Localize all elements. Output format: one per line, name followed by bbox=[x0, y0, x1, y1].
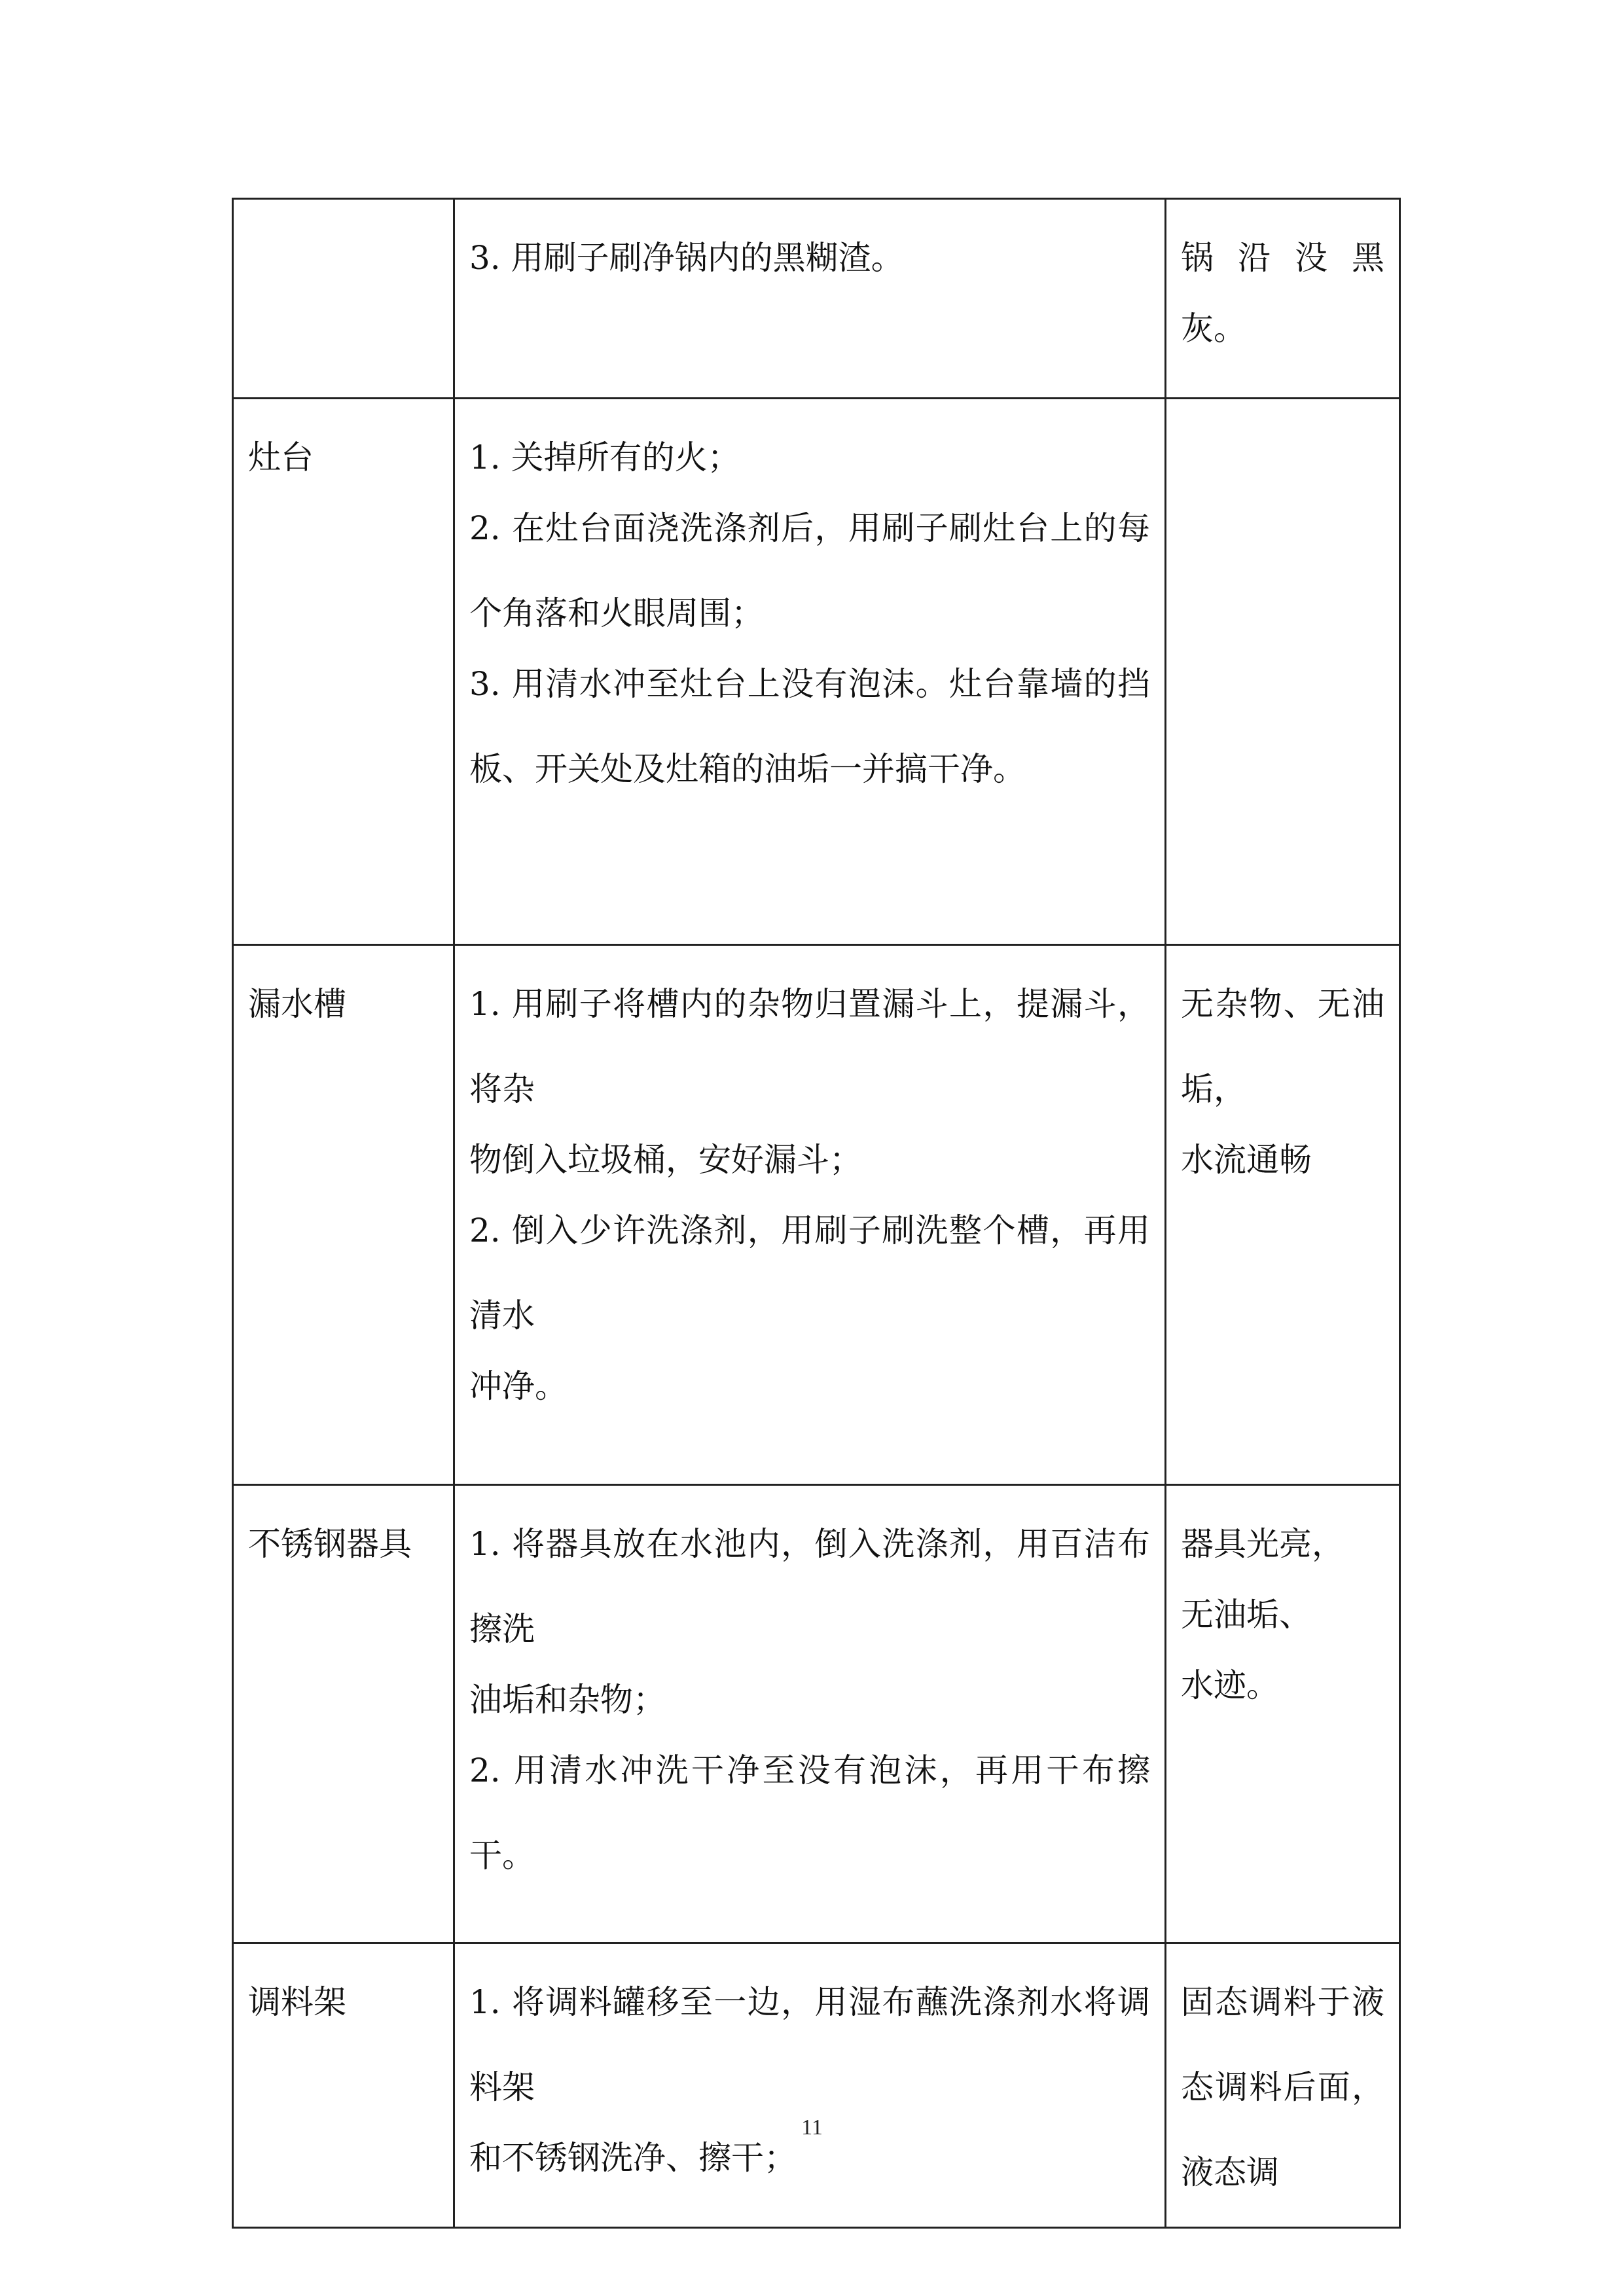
standard-line: 锅沿没黑 bbox=[1181, 239, 1384, 277]
standard-cell bbox=[1166, 1485, 1400, 1943]
steps-cell bbox=[454, 399, 1166, 945]
area-cell bbox=[233, 199, 454, 399]
standard-line: 器具光亮， bbox=[1181, 1525, 1344, 1563]
area-label: 灶台 bbox=[248, 439, 314, 476]
step-line: 1. 将器具放在水池内，倒入洗涤剂，用百洁布擦洗 bbox=[469, 1525, 1150, 1648]
step-line: 油垢和杂物； bbox=[469, 1681, 666, 1719]
area-cell bbox=[233, 1943, 454, 2228]
steps-cell bbox=[454, 1943, 1166, 2228]
step-line: 1. 关掉所有的火； bbox=[469, 439, 740, 476]
standard-cell bbox=[1166, 1943, 1400, 2228]
standard-line: 无油垢、 bbox=[1181, 1596, 1312, 1634]
page-number: 11 bbox=[801, 2115, 823, 2140]
area-cell bbox=[233, 1485, 454, 1943]
table-row bbox=[233, 399, 1400, 945]
standard-line: 水迹。 bbox=[1181, 1666, 1279, 1704]
standard-line: 水流通畅 bbox=[1181, 1141, 1312, 1179]
step-line: 3. 用清水冲至灶台上没有泡沫。灶台靠墙的挡板、开关处及灶箱的油垢一并搞干净。 bbox=[469, 665, 1150, 788]
table-row bbox=[233, 199, 1400, 399]
step-line: 冲净。 bbox=[469, 1367, 568, 1405]
cleaning-procedure-table bbox=[232, 198, 1401, 2229]
area-label: 漏水槽 bbox=[248, 985, 346, 1023]
standard-cell bbox=[1166, 199, 1400, 399]
step-line: 2. 在灶台面浇洗涤剂后，用刷子刷灶台上的每个角落和火眼周围； bbox=[469, 509, 1150, 632]
step-line: 2. 倒入少许洗涤剂，用刷子刷洗整个槽，再用清水 bbox=[469, 1211, 1150, 1335]
step-line: 1. 用刷子将槽内的杂物归置漏斗上，提漏斗，将杂 bbox=[469, 985, 1150, 1108]
steps-cell bbox=[454, 199, 1166, 399]
table-row bbox=[233, 1485, 1400, 1943]
standard-cell bbox=[1166, 945, 1400, 1485]
standard-line: 无杂物、无油垢， bbox=[1181, 985, 1384, 1108]
step-line: 物倒入垃圾桶，安好漏斗； bbox=[469, 1141, 862, 1179]
step-line: 3. 用刷子刷净锅内的黑糊渣。 bbox=[469, 239, 904, 277]
step-line: 1. 将调料罐移至一边，用湿布蘸洗涤剂水将调料架 bbox=[469, 1983, 1150, 2106]
table-row bbox=[233, 1943, 1400, 2228]
area-label: 不锈钢器具 bbox=[248, 1525, 412, 1563]
area-cell bbox=[233, 399, 454, 945]
standard-line: 灰。 bbox=[1181, 310, 1246, 348]
steps-cell bbox=[454, 945, 1166, 1485]
step-line: 和不锈钢洗净、擦干； bbox=[469, 2139, 797, 2177]
standard-cell bbox=[1166, 399, 1400, 945]
area-cell bbox=[233, 945, 454, 1485]
table-row bbox=[233, 945, 1400, 1485]
steps-cell bbox=[454, 1485, 1166, 1943]
area-label: 调料架 bbox=[248, 1983, 346, 2021]
step-line: 2. 用清水冲洗干净至没有泡沫，再用干布擦干。 bbox=[469, 1751, 1150, 1874]
standard-line: 固态调料于液态调料后面，液态调 bbox=[1181, 1983, 1384, 2191]
